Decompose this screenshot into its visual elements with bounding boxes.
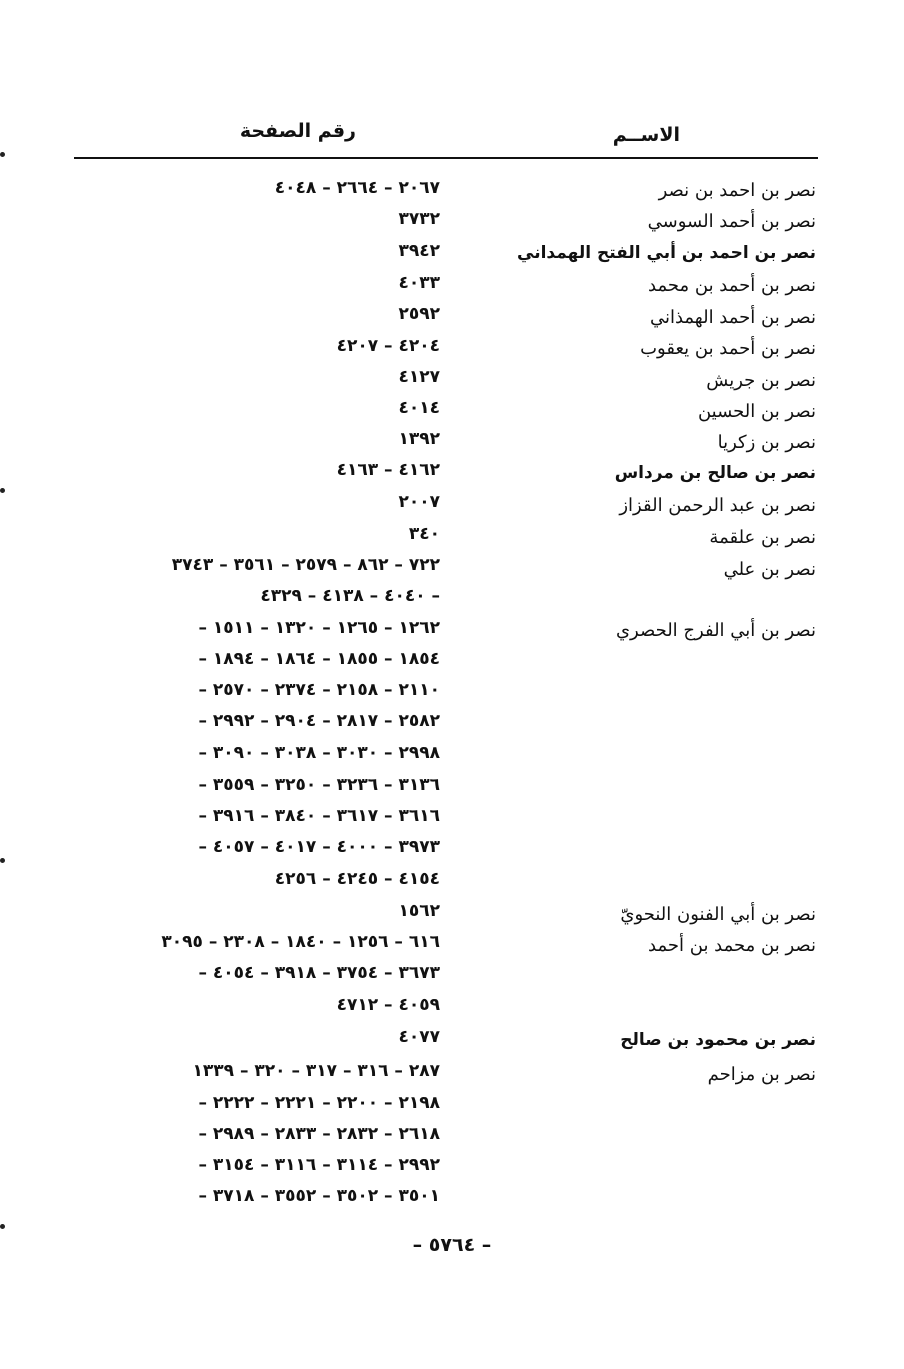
page-numbers: ٤٠١٤ (398, 398, 440, 418)
page-numbers: ٤٢٠٤ – ٤٢٠٧ (336, 336, 440, 356)
page-numbers: ٤٠٧٧ (398, 1027, 440, 1047)
index-name: نصر بن الحسين (697, 401, 816, 422)
page-numbers: ٦١٦ – ١٢٥٦ – ١٨٤٠ – ٢٣٠٨ – ٣٠٩٥ (161, 932, 440, 952)
page-numbers: ١٨٥٤ – ١٨٥٥ – ١٨٦٤ – ١٨٩٤ – (198, 649, 440, 669)
page-numbers: ٢٠٦٧ – ٢٦٦٤ – ٤٠٤٨ (274, 178, 440, 198)
index-name: نصر بن علقمة (709, 527, 816, 548)
margin-mark (0, 858, 5, 863)
index-name: نصر بن زكريا (717, 432, 816, 453)
index-name: نصر بن أحمد بن محمد (648, 275, 816, 296)
page-numbers: ٢٥٩٢ (398, 304, 440, 324)
index-name: نصر بن علي (723, 559, 816, 580)
index-name: نصر بن محمد بن أحمد (648, 935, 816, 956)
page-numbers: ٢٦١٨ – ٢٨٣٢ – ٢٨٣٣ – ٢٩٨٩ – (198, 1124, 440, 1144)
page-numbers: ٣٩٤٢ (398, 241, 440, 261)
margin-mark (0, 152, 5, 157)
page-numbers: ١٥٦٢ (398, 901, 440, 921)
page-numbers: – ٤٠٤٠ – ٤١٣٨ – ٤٣٢٩ (260, 586, 440, 606)
page-numbers: ٢٩٩٢ – ٣١١٤ – ٣١١٦ – ٣١٥٤ – (198, 1155, 440, 1175)
page-number-footer: – ٥٧٦٤ – (412, 1234, 492, 1256)
page-numbers: ٧٢٢ – ٨٦٢ – ٢٥٧٩ – ٣٥٦١ – ٣٧٤٣ (171, 555, 440, 575)
index-name: نصر بن محمود بن صالح (620, 1030, 816, 1050)
page-numbers: ٢١٩٨ – ٢٢٠٠ – ٢٢٢١ – ٢٢٢٢ – (198, 1093, 440, 1113)
index-name: نصر بن أحمد بن يعقوب (640, 338, 816, 359)
page-numbers: ٢٨٧ – ٣١٦ – ٣١٧ – ٣٢٠ – ١٣٣٩ (192, 1061, 440, 1081)
index-name: نصر بن مزاحم (707, 1064, 816, 1085)
page-numbers: ٣٦١٦ – ٣٦١٧ – ٣٨٤٠ – ٣٩١٦ – (198, 806, 440, 826)
page-numbers: ٣٩٧٣ – ٤٠٠٠ – ٤٠١٧ – ٤٠٥٧ – (198, 837, 440, 857)
index-name: نصر بن أحمد السوسي (647, 211, 816, 232)
index-name: نصر بن جريش (706, 370, 816, 391)
page-numbers: ٤١٦٢ – ٤١٦٣ (336, 460, 440, 480)
index-name: نصر بن أحمد الهمذاني (649, 307, 816, 328)
index-name: نصر بن احمد بن نصر (658, 180, 816, 201)
page-numbers: ٣٦٧٣ – ٣٧٥٤ – ٣٩١٨ – ٤٠٥٤ – (198, 963, 440, 983)
index-name: نصر بن احمد بن أبي الفتح الهمداني (517, 243, 816, 263)
index-name: نصر بن عبد الرحمن القزاز (619, 495, 816, 516)
index-name: نصر بن أبي الفنون النحويّ (620, 904, 816, 925)
page-numbers: ٣٥٠١ – ٣٥٠٢ – ٣٥٥٢ – ٣٧١٨ – (198, 1186, 440, 1206)
page-numbers: ٣١٣٦ – ٣٢٣٦ – ٣٢٥٠ – ٣٥٥٩ – (198, 775, 440, 795)
page-numbers: ٤٠٣٣ (398, 273, 440, 293)
page-numbers: ١٢٦٢ – ١٢٦٥ – ١٣٢٠ – ١٥١١ – (198, 618, 440, 638)
margin-mark (0, 488, 5, 493)
page-numbers: ٢٩٩٨ – ٣٠٣٠ – ٣٠٣٨ – ٣٠٩٠ – (198, 743, 440, 763)
page-numbers: ١٣٩٢ (398, 429, 440, 449)
page-numbers: ٤١٥٤ – ٤٢٤٥ – ٤٢٥٦ (274, 869, 440, 889)
page-column-header: رقم الصفحة (239, 120, 356, 142)
page-numbers: ٤٠٥٩ – ٤٧١٢ (336, 995, 440, 1015)
margin-mark (0, 1224, 5, 1229)
page-numbers: ٢٠٠٧ (398, 492, 440, 512)
index-name: نصر بن أبي الفرج الحصري (615, 620, 816, 641)
name-column-header: الاســم (612, 124, 680, 146)
page-numbers: ٣٤٠ (408, 524, 440, 544)
header-rule (74, 157, 818, 159)
page-numbers: ٢١١٠ – ٢١٥٨ – ٢٣٧٤ – ٢٥٧٠ – (198, 680, 440, 700)
page-numbers: ٣٧٣٢ (398, 209, 440, 229)
page-numbers: ٢٥٨٢ – ٢٨١٧ – ٢٩٠٤ – ٢٩٩٢ – (198, 711, 440, 731)
page-numbers: ٤١٢٧ (398, 367, 440, 387)
index-name: نصر بن صالح بن مرداس (614, 463, 816, 483)
